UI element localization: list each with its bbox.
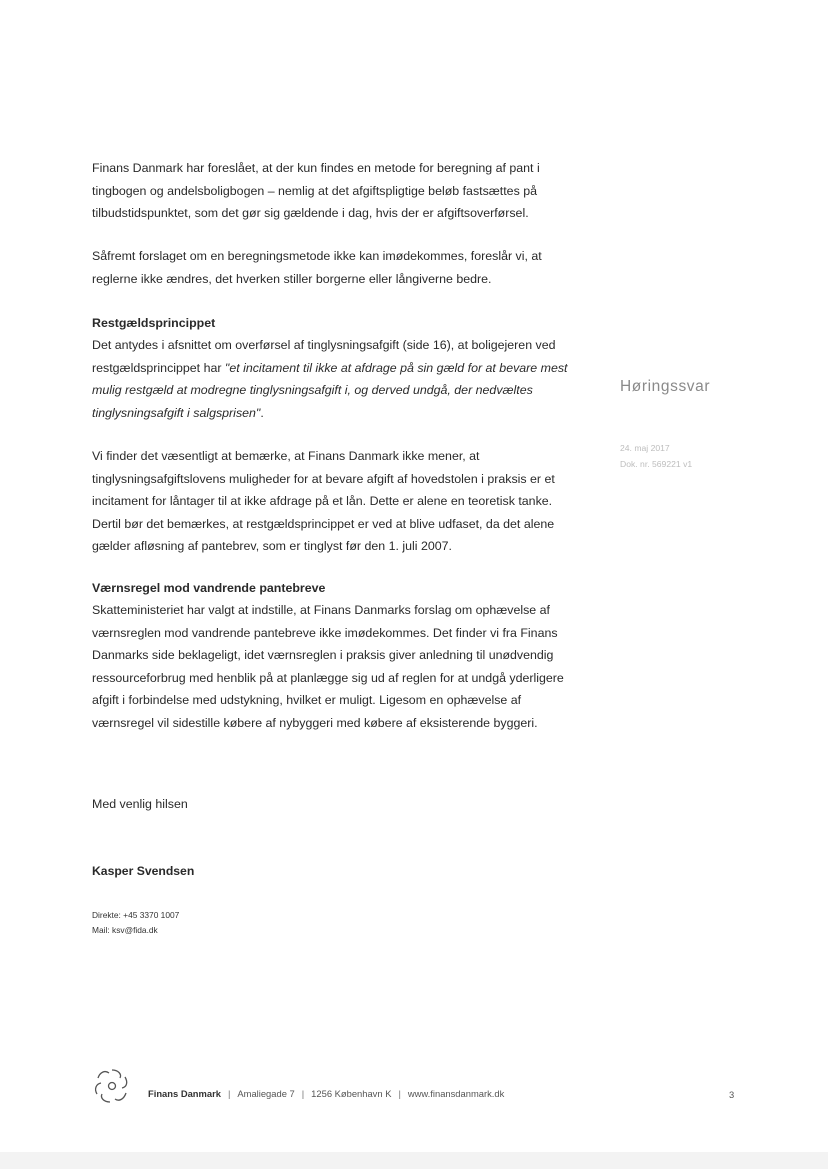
contact-direct: Direkte: +45 3370 1007 (92, 910, 180, 920)
paragraph-restgaeld (92, 334, 584, 424)
footer-postcode: 1256 København K (311, 1088, 392, 1099)
restgaeld-quote: "et incitament til ikke at afdrage på sin gæld for at bevare mest mulig restgæld at modregne tinglysningsafgift i, og derved undgå, der nedvæltes tinglysningsafgift i salgsprisen" (92, 360, 568, 420)
paragraph-vaernsregel: Skatteministeriet har valgt at indstille, at Finans Danmarks forslag om ophævelse af værnsreglen mod vandrende pantebreve ikke imødekommes. Det finder vi fra Finans Danmarks side beklageligt, idet værnsreglen i praksis giver anledning til unødvendig ressourceforbrug med henblik på at planlægge sig ud af reglen for at undgå yderligere afgift i forbindelse med udstykning, hvilket er muligt. Ligesom en ophævelse af værnsregel vil sidestille købere af nybyggeri med købere af eksisterende byggeri. (92, 603, 564, 730)
footer-separator: | (398, 1088, 401, 1099)
restgaeld-end: . (260, 405, 264, 420)
document-number: Dok. nr. 569221 v1 (620, 459, 693, 469)
signer-name: Kasper Svendsen (92, 864, 195, 878)
closing-greeting: Med venlig hilsen (92, 797, 188, 811)
footer-brand: Finans Danmark (148, 1088, 221, 1099)
sidebar-meta (620, 440, 692, 472)
finans-danmark-logo-icon (92, 1066, 132, 1106)
scan-edge (0, 1152, 828, 1169)
paragraph-pant-beregning: Finans Danmark har foreslået, at der kun findes en metode for beregning af pant i tingbogen og andelsboligbogen – nemlig at det afgiftspligtige beløb fastsættes på tilbudstidspunktet, som det gør sig gældende i dag, hvis der er afgiftsoverførsel. (92, 161, 540, 221)
contact-block (92, 908, 179, 938)
footer-website-link[interactable]: www.finansdanmark.dk (407, 1088, 505, 1099)
restgaeld-intro: Det antydes i afsnittet om overførsel af tinglysningsafgift (side 16), at boligejeren ved restgældsprincippet har (92, 338, 556, 375)
page-number: 3 (729, 1089, 735, 1100)
sidebar-title: Høringssvar (620, 378, 711, 395)
footer-separator: | (227, 1088, 231, 1099)
footer-separator: | (301, 1088, 305, 1099)
footer (148, 1088, 504, 1099)
paragraph-beregningsmetode: Såfremt forslaget om en beregningsmetode ikke kan imødekommes, foreslår vi, at reglerne ikke ændres, det hverken stiller borgerne eller långiverne bedre. (92, 249, 542, 286)
heading-vaernsregel: Værnsregel mod vandrende pantebreve (92, 581, 326, 595)
paragraph-incitament: Vi finder det væsentligt at bemærke, at Finans Danmark ikke mener, at tinglysningsafgiftslovens muligheder for at bevare afgift af hovedstolen i praksis er et incitament for låntager til at ikke afdrage på et lån. Dette er alene en teoretisk tanke. Dertil bør det bemærkes, at restgældsprincippet er ved at blive udfaset, da det alene gælder afløsning af pantebrev, som er tinglyst før den 1. juli 2007. (92, 449, 555, 554)
heading-restgaeldsprincippet: Restgældsprincippet (92, 316, 216, 330)
document-date: 24. maj 2017 (620, 443, 670, 453)
footer-address: Amaliegade 7 (237, 1088, 295, 1099)
contact-mail: Mail: ksv@fida.dk (92, 925, 158, 935)
